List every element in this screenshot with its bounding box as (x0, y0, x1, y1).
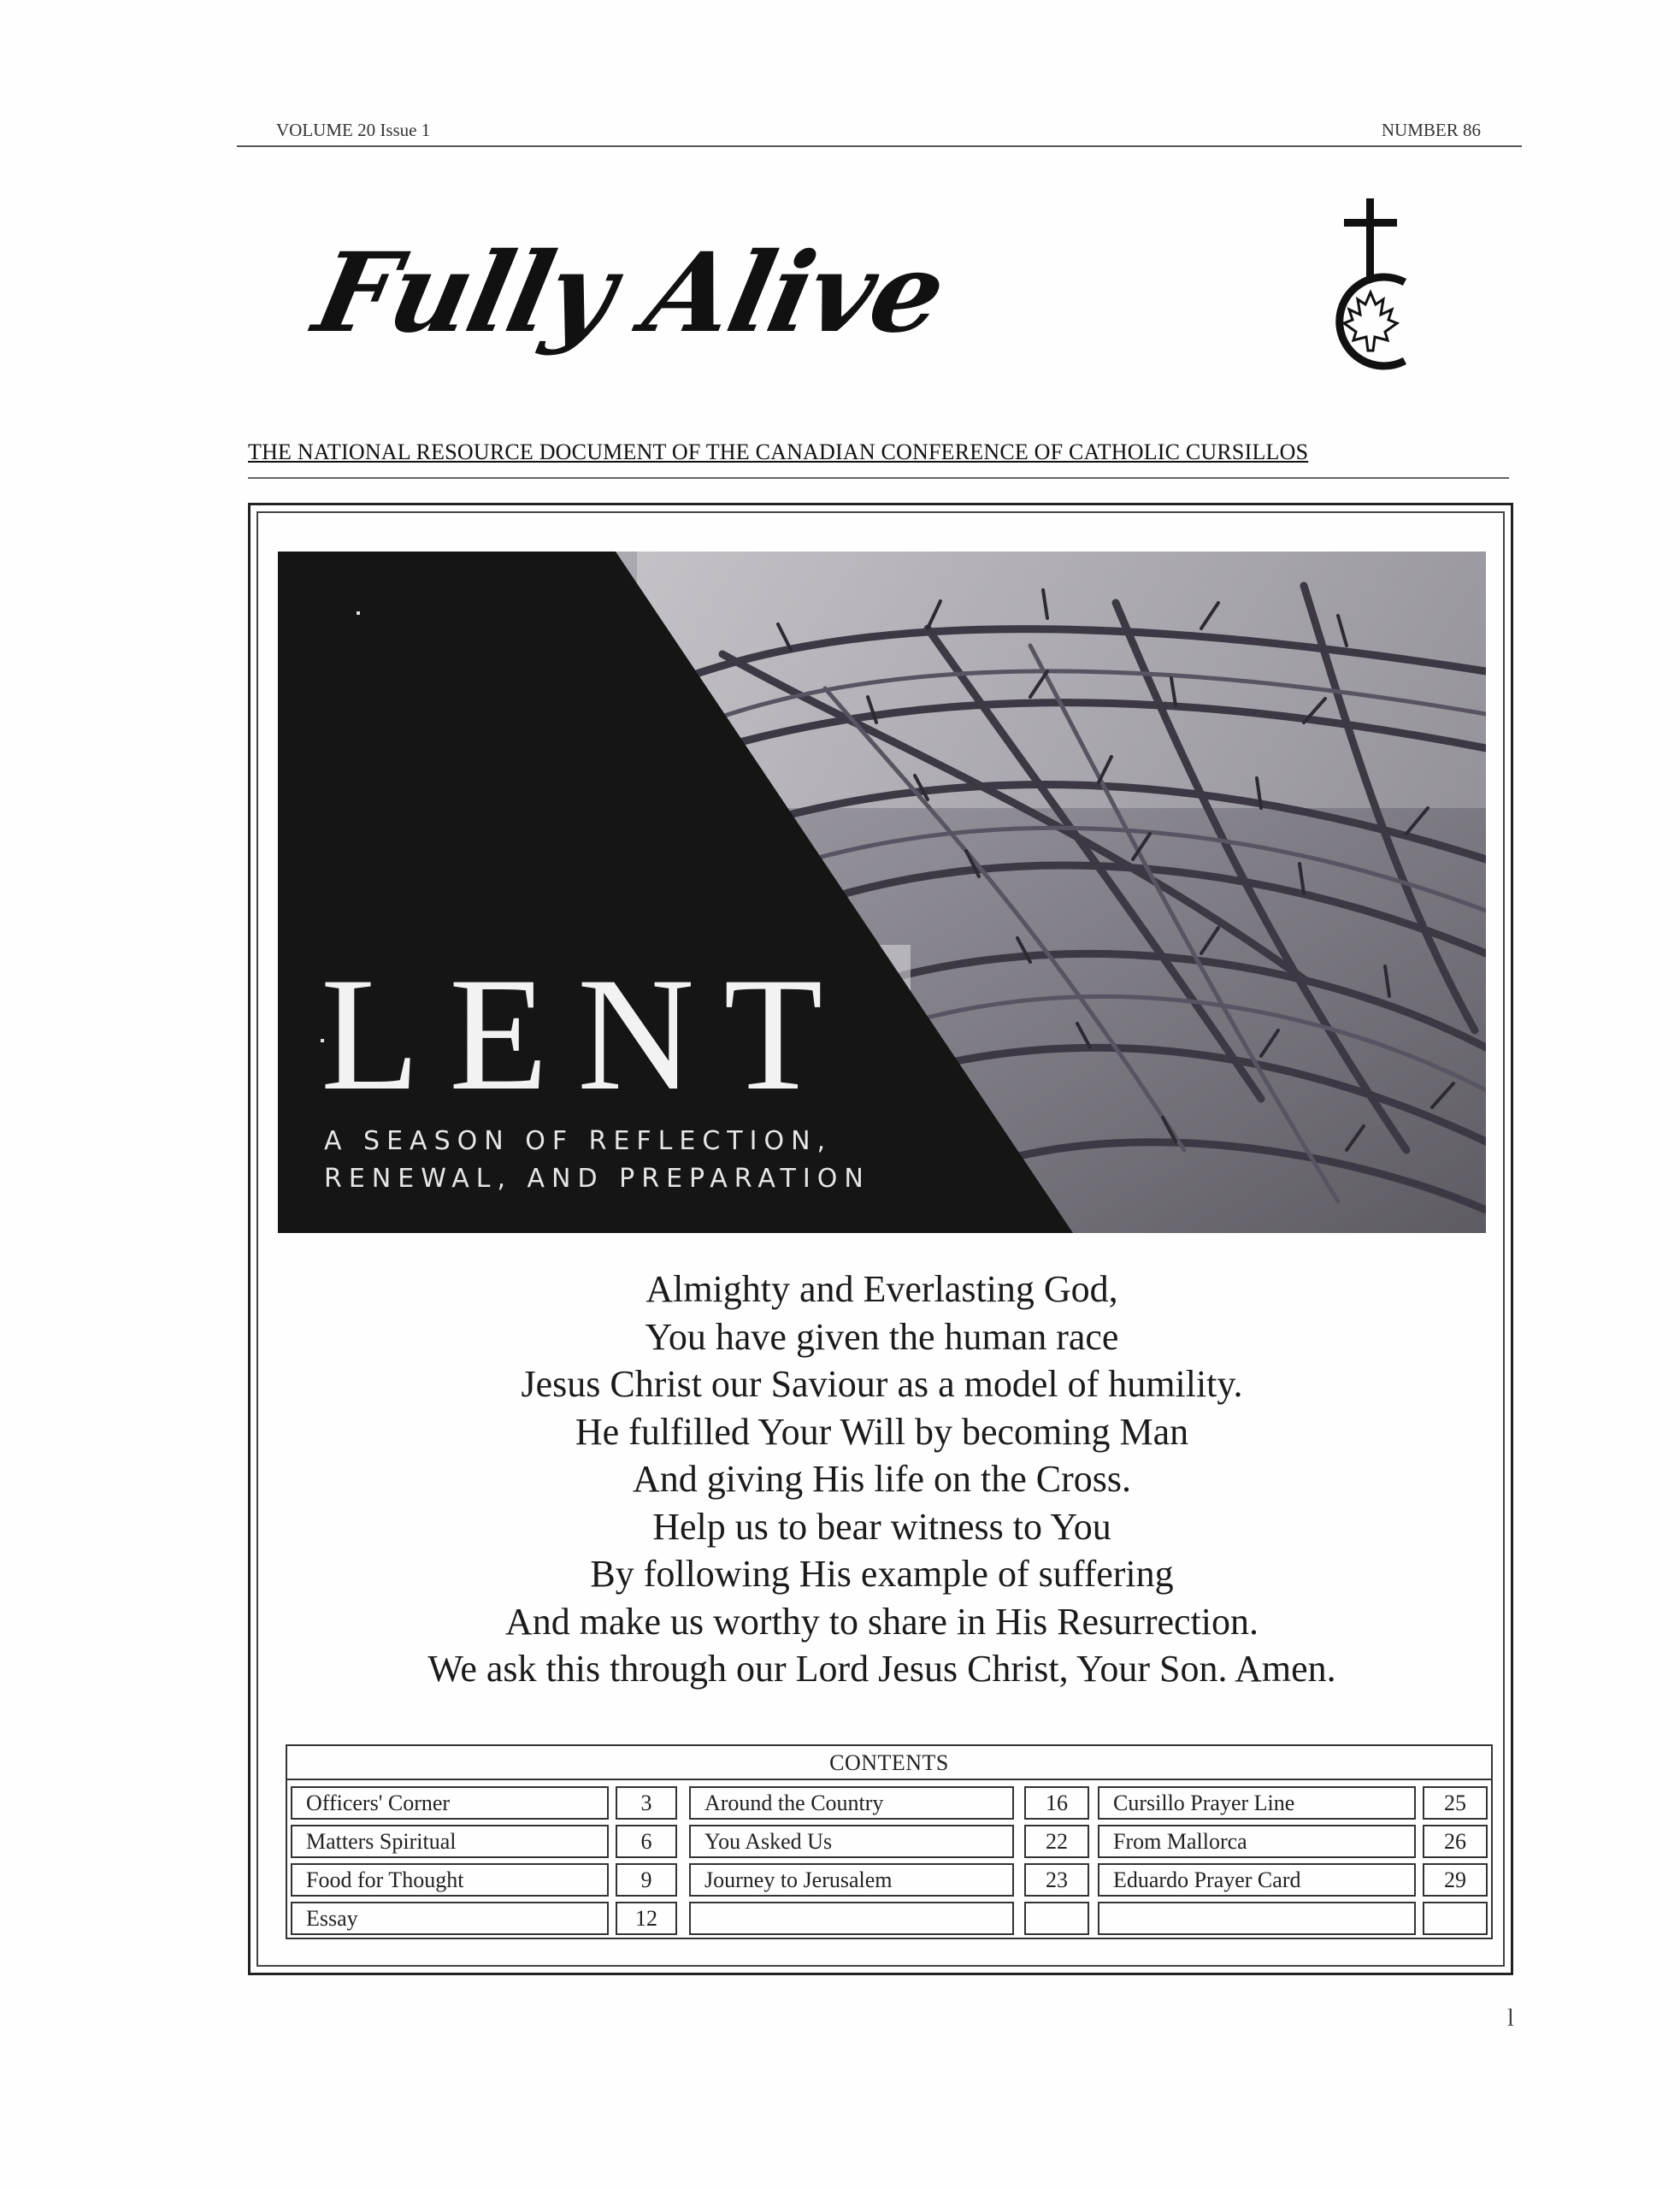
contents-title: CONTENTS (287, 1746, 1491, 1780)
lent-tagline (324, 1123, 870, 1198)
masthead (304, 212, 1164, 417)
contents-entry-page: 16 (1024, 1786, 1089, 1820)
prayer-line: He fulfilled Your Will by becoming Man (575, 1410, 1189, 1453)
prayer-line: And giving His life on the Cross. (633, 1458, 1131, 1500)
contents-table (286, 1744, 1493, 1939)
issue-header-line (237, 116, 1522, 147)
prayer-line: Jesus Christ our Saviour as a model of humility. (521, 1363, 1243, 1405)
contents-entry-page (1423, 1902, 1488, 1935)
contents-entry-label: Eduardo Prayer Card (1098, 1863, 1416, 1897)
contents-entry-page: 6 (616, 1825, 677, 1858)
contents-entry-label: Essay (291, 1902, 609, 1935)
contents-entry-label: Journey to Jerusalem (689, 1863, 1014, 1897)
prayer-line: Almighty and Everlasting God, (645, 1268, 1118, 1310)
contents-entry-label: From Mallorca (1098, 1825, 1416, 1858)
contents-entry-page: 23 (1024, 1863, 1089, 1897)
prayer-line: We ask this through our Lord Jesus Christ, Your Son. Amen. (427, 1648, 1336, 1690)
lent-tagline-line1: A SEASON OF REFLECTION, (324, 1126, 833, 1156)
issue-number: NUMBER 86 (1381, 120, 1481, 140)
contents-entry-label (1098, 1902, 1416, 1935)
contents-entry-page: 22 (1024, 1825, 1089, 1858)
contents-entry-label: Cursillo Prayer Line (1098, 1786, 1416, 1820)
prayer-line: And make us worthy to share in His Resurrection. (504, 1600, 1259, 1643)
subtitle-rule (248, 477, 1509, 479)
contents-entry-page: 9 (616, 1863, 677, 1897)
contents-entry-page: 3 (616, 1786, 677, 1820)
prayer-line: Help us to bear witness to You (652, 1505, 1111, 1548)
contents-entry-page: 29 (1423, 1863, 1488, 1897)
contents-entry-label: Matters Spiritual (291, 1825, 609, 1858)
contents-entry-label: Around the Country (689, 1786, 1014, 1820)
contents-entry-label (689, 1902, 1014, 1935)
cursillo-cross-maple-leaf-icon (1323, 190, 1426, 386)
contents-entry-label: Food for Thought (291, 1863, 609, 1897)
contents-entry-page (1024, 1902, 1089, 1935)
lenten-prayer (278, 1266, 1486, 1693)
volume-label: VOLUME 20 Issue 1 (276, 120, 431, 140)
lent-heading: LENT (321, 945, 852, 1124)
newsletter-title: Fully Alive (304, 229, 955, 357)
contents-entry-label: Officers' Corner (291, 1786, 609, 1820)
lent-hero-image (278, 552, 1486, 1233)
lent-tagline-line2: RENEWAL, AND PREPARATION (324, 1164, 870, 1194)
contents-entry-page: 12 (616, 1902, 677, 1935)
contents-entry-page: 26 (1423, 1825, 1488, 1858)
masthead-subtitle: THE NATIONAL RESOURCE DOCUMENT OF THE CANADIAN CONFERENCE OF CATHOLIC CURSILLOS (248, 440, 1309, 464)
prayer-line: By following His example of suffering (590, 1553, 1174, 1595)
prayer-line: You have given the human race (645, 1315, 1119, 1358)
page-mark: l (1507, 2005, 1514, 2032)
contents-entry-label: You Asked Us (689, 1825, 1014, 1858)
contents-entry-page: 25 (1423, 1786, 1488, 1820)
